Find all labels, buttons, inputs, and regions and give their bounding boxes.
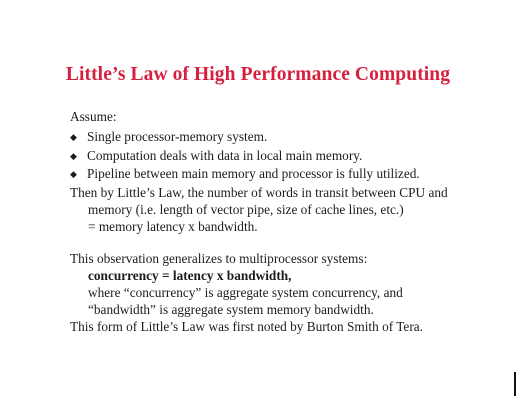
diamond-bullet-icon: ◆ xyxy=(70,132,77,142)
where-text-cont: “bandwidth” is aggregate system memory bandwidth. xyxy=(88,301,374,317)
where-text: where “concurrency” is aggregate system concurrency, and xyxy=(88,284,403,300)
diamond-bullet-icon: ◆ xyxy=(70,150,77,161)
assumption-text: Pipeline between main memory and processor is fully utilized. xyxy=(87,166,420,181)
assumption-item xyxy=(70,165,490,184)
attribution-text: This form of Little’s Law was first noted by Burton Smith of Tera. xyxy=(70,318,423,334)
diamond-bullet-icon: ◆ xyxy=(70,169,77,179)
littles-law-equation: = memory latency x bandwidth. xyxy=(88,218,258,234)
concurrency-formula: concurrency = latency x bandwidth, xyxy=(88,267,292,283)
assume-label: Assume: xyxy=(70,109,117,124)
assumption-text: Single processor-memory system. xyxy=(87,129,268,144)
littles-law-statement: Then by Little’s Law, the number of words in transit between CPU and xyxy=(70,184,448,200)
assumption-text: Computation deals with data in local main memory. xyxy=(87,147,363,163)
assumption-item xyxy=(70,147,490,166)
littles-law-statement-cont: memory (i.e. length of vector pipe, size of cache lines, etc.) xyxy=(88,201,404,217)
assumption-list xyxy=(70,128,490,184)
slide-body xyxy=(70,108,490,335)
slide-title: Little’s Law of High Performance Computing xyxy=(65,64,451,85)
observation-text: This observation generalizes to multiprocessor systems: xyxy=(70,250,368,266)
assumption-item xyxy=(70,128,490,147)
